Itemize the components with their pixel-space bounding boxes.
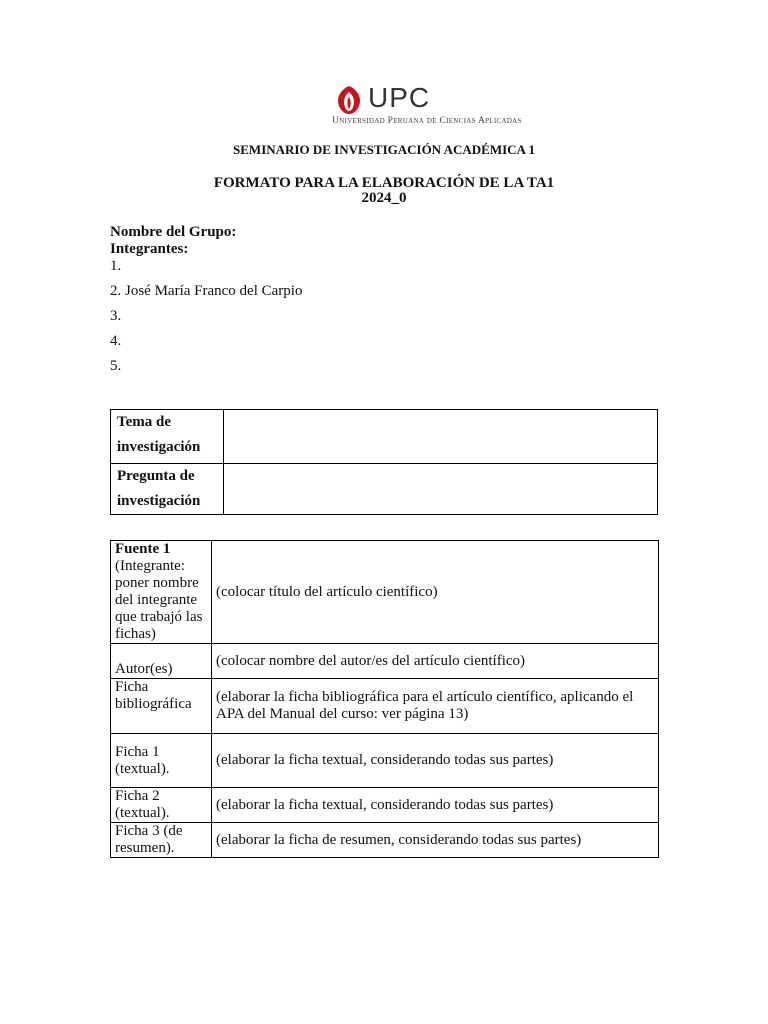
topic-table [110,409,658,515]
source-table [110,540,659,858]
bibliographic-value[interactable]: (elaborar la ficha bibliográfica para el artículo científico, aplicando el APA del Manual del curso: ver página 13) [212,679,659,734]
question-label-line: Pregunta de [117,468,195,484]
table-row [111,734,659,788]
upc-logo [332,82,522,130]
source-label [111,541,212,644]
card1-value[interactable]: (elaborar la ficha textual, considerando todas sus partes) [212,734,659,788]
card3-value[interactable]: (elaborar la ficha de resumen, considerando todas sus partes) [212,823,659,858]
seminar-title: SEMINARIO DE INVESTIGACIÓN ACADÉMICA 1 [233,142,535,157]
upc-emblem-icon [332,84,366,116]
question-label-line: investigación [117,493,201,509]
topic-label [111,410,224,464]
card3-label: Ficha 3 (de resumen). [111,823,212,858]
logo-university-name: Universidad Peruana de Ciencias Aplicadas [332,116,522,126]
table-row [111,644,659,679]
source-label-title: Fuente 1 [115,541,171,557]
member-item: 1. [110,258,122,274]
topic-label-line: investigación [117,439,201,455]
table-row [111,464,658,515]
topic-value[interactable] [224,410,658,464]
member-item: 3. [110,308,122,324]
table-row [111,823,659,858]
question-label [111,464,224,515]
card2-value[interactable]: (elaborar la ficha textual, considerando todas sus partes) [212,788,659,823]
document-year: 2024_0 [361,190,407,206]
table-row [111,410,658,464]
member-item: 5. [110,358,122,374]
member-item: 4. [110,333,122,349]
table-row [111,679,659,734]
logo-acronym: UPC [368,82,431,113]
card1-label: Ficha 1 (textual). [111,734,212,788]
members-label: Integrantes: [110,241,189,257]
card2-label: Ficha 2 (textual). [111,788,212,823]
group-name-label: Nombre del Grupo: [110,224,237,240]
author-label: Autor(es) [111,644,212,679]
source-value[interactable]: (colocar título del artículo científico) [212,541,659,644]
member-item: 2. José María Franco del Carpio [110,283,303,299]
document-title: FORMATO PARA LA ELABORACIÓN DE LA TA1 [213,175,555,191]
topic-label-line: Tema de [117,414,172,430]
question-value[interactable] [224,464,658,515]
source-label-note: (Integrante: poner nombre del integrante que trabajó las fichas) [115,558,203,642]
table-row [111,788,659,823]
table-row [111,541,659,644]
author-value[interactable]: (colocar nombre del autor/es del artículo científico) [212,644,659,679]
bibliographic-label: Ficha bibliográfica [111,679,212,734]
